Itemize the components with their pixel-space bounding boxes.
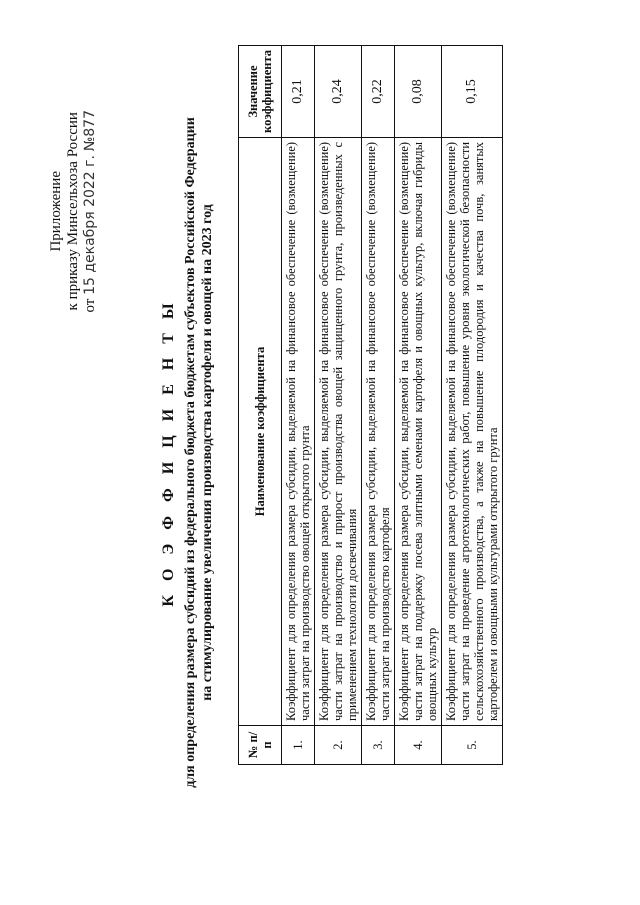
table-row <box>362 46 395 765</box>
header-value: Значение коэффициента <box>239 46 282 138</box>
row-value: 0,15 <box>442 46 503 138</box>
order-date: 15 декабря 2022 г. <box>82 155 98 295</box>
document-subtitle-line1: для определения размера субсидий из федерального бюджета бюджетам субъектов Российской Федерации <box>183 117 198 788</box>
order-number: №877 <box>82 110 98 152</box>
row-name: Коэффициент для определения размера субсидии, выделяемой на финансовое обеспечение (возмещение) части затрат на производство картофеля <box>362 137 395 725</box>
row-num: 2. <box>315 726 362 765</box>
coefficients-table <box>238 45 503 765</box>
row-value: 0,08 <box>395 46 442 138</box>
row-num: 4. <box>395 726 442 765</box>
header-name: Наименование коэффициента <box>239 137 282 725</box>
title-block <box>160 100 216 805</box>
row-name: Коэффициент для определения размера субсидии, выделяемой на финансовое обеспечение (возмещение) части затрат на проведение агротехнологических работ, повышение уровня экологической безопасности сельскохозяйственного производства, а также на повышение плодородия и качества почв, занятых картофелем и овощными культурами открытого грунта <box>442 137 503 725</box>
row-num: 3. <box>362 726 395 765</box>
table-header-row <box>239 46 282 765</box>
appendix-label: Приложение <box>48 171 64 252</box>
appendix-block <box>48 110 99 313</box>
table-row <box>395 46 442 765</box>
document-subtitle-line2: на стимулирование увеличения производства картофеля и овощей на 2023 год <box>200 204 215 701</box>
appendix-order-line <box>82 110 99 313</box>
table-row <box>442 46 503 765</box>
header-num: № п/п <box>239 726 282 765</box>
row-num: 1. <box>282 726 315 765</box>
row-value: 0,24 <box>315 46 362 138</box>
document-title: К О Э Ф Ф И Ц И Е Н Т Ы <box>160 298 177 607</box>
table-row <box>315 46 362 765</box>
row-value: 0,21 <box>282 46 315 138</box>
row-value: 0,22 <box>362 46 395 138</box>
table-row <box>282 46 315 765</box>
row-num: 5. <box>442 726 503 765</box>
row-name: Коэффициент для определения размера субсидии, выделяемой на финансовое обеспечение (возмещение) части затрат на производство овощей открытого грунта <box>282 137 315 725</box>
appendix-order-ref: к приказу Минсельхоза России <box>65 112 81 311</box>
row-name: Коэффициент для определения размера субсидии, выделяемой на финансовое обеспечение (возмещение) части затрат на производство и прирост производства овощей защищенного грунта, произведенных с применением технологии досвечивания <box>315 137 362 725</box>
row-name: Коэффициент для определения размера субсидии, выделяемой на финансовое обеспечение (возмещение) части затрат на поддержку посева элитными семенами картофеля и овощных культур, включая гибриды овощных культур <box>395 137 442 725</box>
order-prefix: от <box>82 298 98 313</box>
